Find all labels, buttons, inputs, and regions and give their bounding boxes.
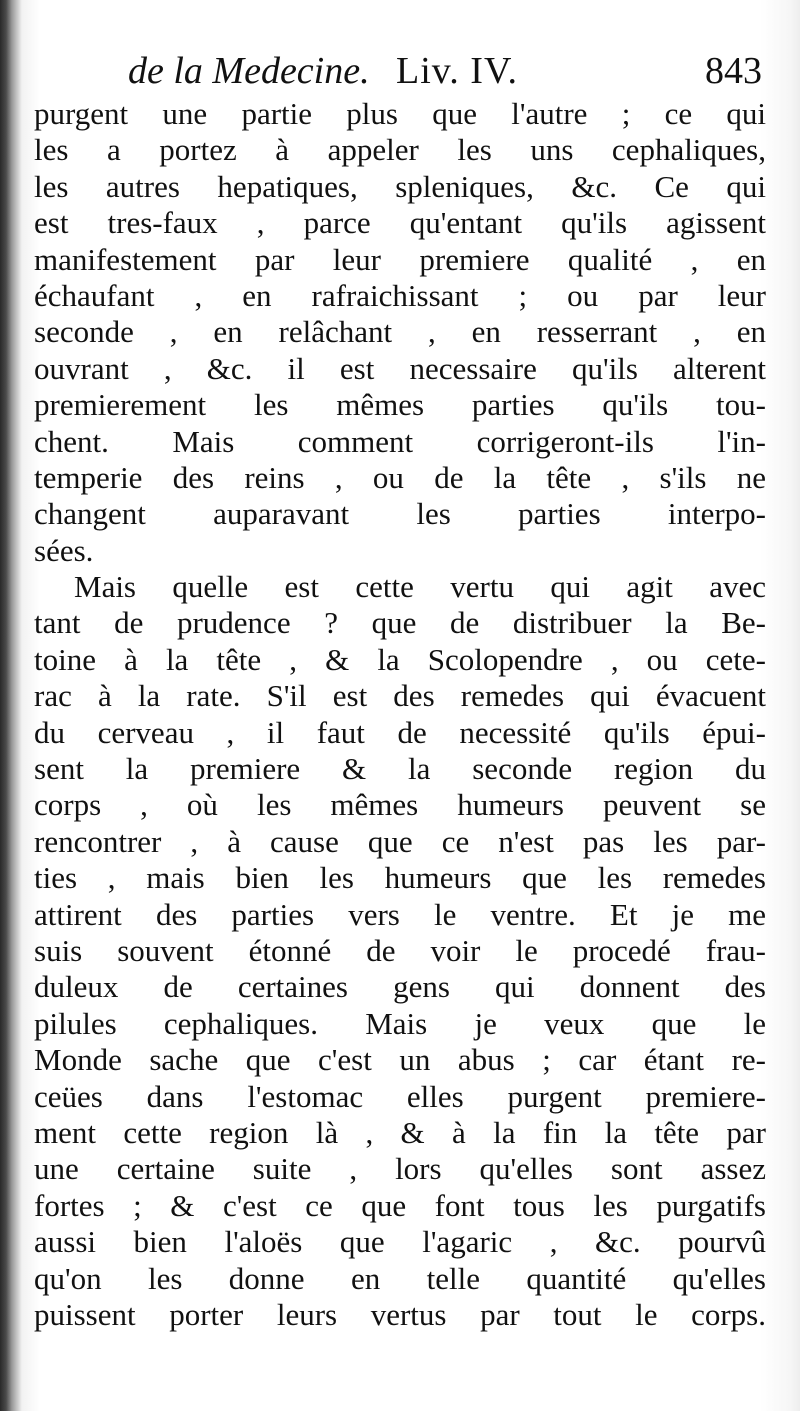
text-line: Monde sache que c'est un abus ; car étant re- bbox=[34, 1042, 766, 1078]
text-line: tant de prudence ? que de distribuer la Be- bbox=[34, 605, 766, 641]
text-line: seconde , en relâchant , en resserrant , en bbox=[34, 314, 766, 350]
text-line: premierement les mêmes parties qu'ils tou- bbox=[34, 387, 766, 423]
text-line: attirent des parties vers le ventre. Et je me bbox=[34, 896, 766, 932]
text-line: les autres hepatiques, spleniques, &c. Ce qui bbox=[34, 168, 766, 204]
text-line: fortes ; & c'est ce que font tous les purgatifs bbox=[34, 1187, 766, 1223]
text-line: ties , mais bien les humeurs que les remedes bbox=[34, 860, 766, 896]
text-line: les a portez à appeler les uns cephaliques, bbox=[34, 132, 766, 168]
text-line: qu'on les donne en telle quantité qu'elles bbox=[34, 1260, 766, 1296]
text-line: ouvrant , &c. il est necessaire qu'ils alterent bbox=[34, 350, 766, 386]
book-number: Liv. IV. bbox=[396, 50, 518, 92]
text-line: temperie des reins , ou de la tête , s'ils ne bbox=[34, 459, 766, 495]
running-header bbox=[40, 46, 762, 96]
text-line: sent la premiere & la seconde region du bbox=[34, 751, 766, 787]
paragraph-2 bbox=[34, 569, 766, 1333]
text-line: manifestement par leur premiere qualité , en bbox=[34, 241, 766, 277]
text-line: changent auparavant les parties interpo- bbox=[34, 496, 766, 532]
text-line: toine à la tête , & la Scolopendre , ou cete- bbox=[34, 641, 766, 677]
paragraph-1 bbox=[34, 96, 766, 569]
text-line: sées. bbox=[34, 532, 94, 568]
text-line: suis souvent étonné de voir le procedé frau- bbox=[34, 932, 766, 968]
text-line: pilules cephaliques. Mais je veux que le bbox=[34, 1005, 766, 1041]
text-line: échaufant , en rafraichissant ; ou par leur bbox=[34, 277, 766, 313]
text-line: puissent porter leurs vertus par tout le corps. bbox=[34, 1296, 766, 1332]
text-line: ment cette region là , & à la fin la tête par bbox=[34, 1114, 766, 1150]
running-title: de la Medecine. bbox=[128, 50, 370, 92]
text-line: Mais quelle est cette vertu qui agit avec bbox=[74, 569, 766, 605]
text-line: est tres-faux , parce qu'entant qu'ils agissent bbox=[34, 205, 766, 241]
text-line: duleux de certaines gens qui donnent des bbox=[34, 969, 766, 1005]
text-line: ceües dans l'estomac elles purgent premiere- bbox=[34, 1078, 766, 1114]
text-line: du cerveau , il faut de necessité qu'ils épui- bbox=[34, 714, 766, 750]
text-line: corps , où les mêmes humeurs peuvent se bbox=[34, 787, 766, 823]
text-line: rac à la rate. S'il est des remedes qui évacuent bbox=[34, 678, 766, 714]
text-line: chent. Mais comment corrigeront-ils l'in- bbox=[34, 423, 766, 459]
page-number: 843 bbox=[705, 50, 762, 92]
text-line: purgent une partie plus que l'autre ; ce qui bbox=[34, 96, 766, 131]
text-line: rencontrer , à cause que ce n'est pas les par- bbox=[34, 823, 766, 859]
text-line: aussi bien l'aloës que l'agaric , &c. pourvû bbox=[34, 1224, 766, 1260]
text-line: une certaine suite , lors qu'elles sont assez bbox=[34, 1151, 766, 1187]
body-text bbox=[34, 96, 766, 1333]
